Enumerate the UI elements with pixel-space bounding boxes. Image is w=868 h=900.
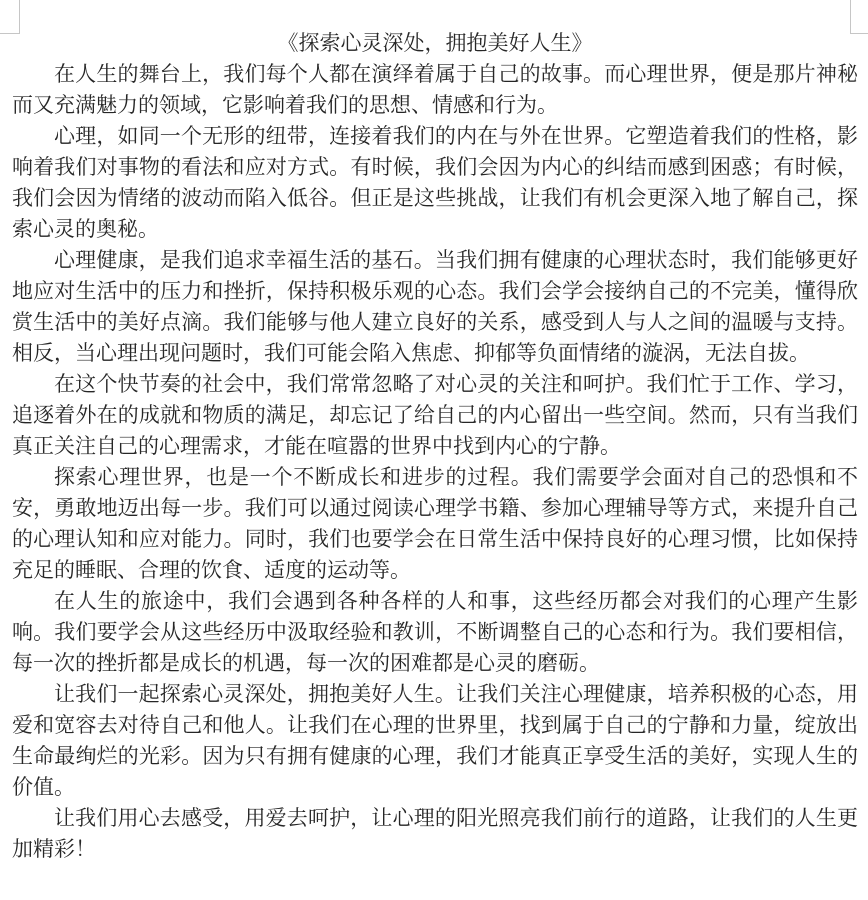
- paragraph: 探索心理世界，也是一个不断成长和进步的过程。我们需要学会面对自己的恐惧和不安，勇敢地迈出每一步。我们可以通过阅读心理学书籍、参加心理辅导等方式，来提升自己的心理认知和应对能力。同时，我们也要学会在日常生活中保持良好的心理习惯，比如保持充足的睡眠、合理的饮食、适度的运动等。: [12, 465, 858, 582]
- paragraph: 让我们一起探索心灵深处，拥抱美好人生。让我们关注心理健康，培养积极的心态，用爱和宽容去对待自己和他人。让我们在心理的世界里，找到属于自己的宁静和力量，绽放出生命最绚烂的光彩。因为只有拥有健康的心理，我们才能真正享受生活的美好，实现人生的价值。: [12, 682, 858, 799]
- paragraph: 心理健康，是我们追求幸福生活的基石。当我们拥有健康的心理状态时，我们能够更好地应对生活中的压力和挫折，保持积极乐观的心态。我们会学会接纳自己的不完美，懂得欣赏生活中的美好点滴。我们能够与他人建立良好的关系，感受到人与人之间的温暖与支持。相反，当心理出现问题时，我们可能会陷入焦虑、抑郁等负面情绪的漩涡，无法自拔。: [12, 248, 858, 365]
- paragraph: 在人生的舞台上，我们每个人都在演绎着属于自己的故事。而心理世界，便是那片神秘而又充满魅力的领域，它影响着我们的思想、情感和行为。: [12, 62, 858, 117]
- paragraph: 在这个快节奏的社会中，我们常常忽略了对心灵的关注和呵护。我们忙于工作、学习，追逐着外在的成就和物质的满足，却忘记了给自己的内心留出一些空间。然而，只有当我们真正关注自己的心理需求，才能在喧嚣的世界中找到内心的宁静。: [12, 372, 858, 458]
- paragraph: 让我们用心去感受，用爱去呵护，让心理的阳光照亮我们前行的道路，让我们的人生更加精彩！: [12, 806, 858, 861]
- document-title: 《探索心灵深处，拥抱美好人生》: [277, 31, 593, 55]
- document-body: [12, 59, 858, 865]
- paragraph: 在人生的旅途中，我们会遇到各种各样的人和事，这些经历都会对我们的心理产生影响。我们要学会从这些经历中汲取经验和教训，不断调整自己的心态和行为。我们要相信，每一次的挫折都是成长的机遇，每一次的困难都是心灵的磨砺。: [12, 589, 858, 675]
- document-content: [12, 28, 858, 865]
- paragraph: 心理，如同一个无形的纽带，连接着我们的内在与外在世界。它塑造着我们的性格，影响着我们对事物的看法和应对方式。有时候，我们会因为内心的纠结而感到困惑；有时候，我们会因为情绪的波动而陷入低谷。但正是这些挑战，让我们有机会更深入地了解自己，探索心灵的奥秘。: [12, 124, 858, 241]
